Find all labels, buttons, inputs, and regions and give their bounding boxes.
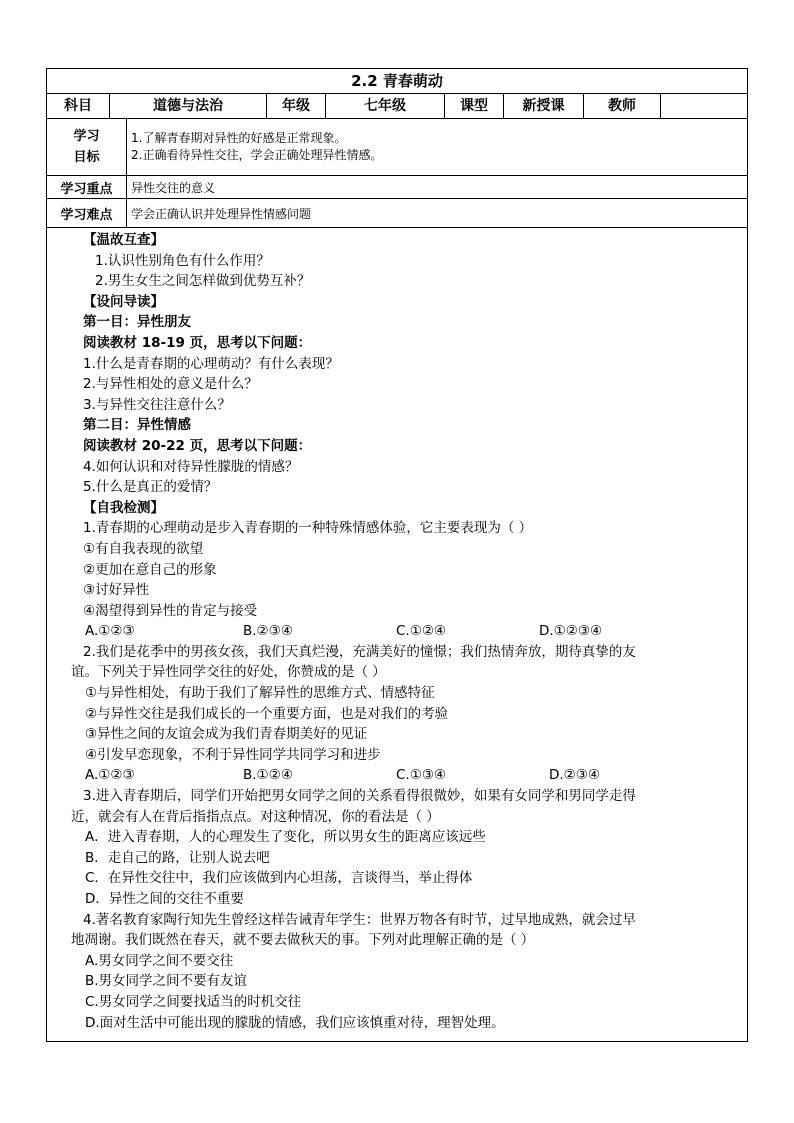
option-a: A.①②③ [85, 767, 135, 784]
option-b: B.①②④ [243, 767, 293, 784]
question-2-options [47, 765, 747, 786]
question-4-stem: 4.著名教育家陶行知先生曾经这样告诫青年学生：世界万物各有时节，过早地成熟，就会过早 [83, 911, 636, 928]
question-3-stem-cont: 近，就会有人在背后指指点点。对这种情况，你的看法是（ ） [71, 808, 440, 825]
goals-label-line-1: 学习 [73, 129, 100, 144]
goals-row [47, 119, 747, 176]
option-b: B.男女同学之间不要有友谊 [85, 973, 248, 990]
review-heading: 【温故互查】 [83, 232, 164, 248]
option-d: D．异性之间的交往不重要 [85, 891, 244, 907]
question-2-statement: ①与异性相处，有助于我们了解异性的思维方式、情感特征 [85, 685, 435, 702]
guide-question: 2.与异性相处的意义是什么？ [83, 376, 258, 393]
guide-part-1-title: 第一目：异性朋友 [83, 314, 191, 331]
type-value: 新授课 [504, 94, 584, 118]
option-c: C.①②④ [396, 623, 447, 640]
teacher-label: 教师 [584, 94, 661, 118]
key-point-text: 异性交往的意义 [131, 180, 216, 195]
option-c: C.①③④ [396, 767, 447, 784]
option-b: B．走自己的路，让别人说去吧 [85, 849, 270, 866]
question-2-statement: ③异性之间的友谊会成为我们青春期美好的见证 [85, 726, 368, 743]
guide-part-1-reading: 阅读教材 18-19 页，思考以下问题： [83, 334, 312, 351]
goals-content [127, 119, 747, 175]
question-1-options [47, 621, 747, 642]
question-2-stem: 2.我们是花季中的男孩女孩，我们天真烂漫，充满美好的憧憬；我们热情奔放，期待真挚的友 [83, 643, 636, 660]
option-d: D.②③④ [549, 767, 600, 784]
guide-question: 1.什么是青春期的心理萌动？有什么表现？ [83, 355, 339, 372]
lesson-plan-table [46, 68, 748, 1042]
question-1-statement: ④渴望得到异性的肯定与接受 [83, 602, 258, 619]
option-b: B.②③④ [243, 623, 293, 640]
question-1-statement: ③讨好异性 [83, 582, 150, 599]
guide-heading: 【设问导读】 [83, 293, 164, 310]
guide-question: 3.与异性交往注意什么？ [83, 396, 231, 413]
subject-value: 道德与法治 [110, 94, 267, 118]
option-c: C.男女同学之间要找适当的时机交往 [85, 993, 302, 1010]
guide-part-2-title: 第二目：异性情感 [83, 417, 191, 434]
option-a: A.男女同学之间不要交往 [85, 952, 234, 969]
goals-label [47, 119, 127, 175]
info-row [47, 94, 747, 119]
option-d: D.①②③④ [539, 623, 603, 640]
option-d: D.面对生活中可能出现的朦胧的情感，我们应该慎重对待，理智处理。 [85, 1014, 505, 1031]
question-2-statement: ④引发早恋现象，不利于异性同学共同学习和进步 [85, 746, 381, 763]
guide-question: 5.什么是真正的爱情？ [83, 479, 218, 496]
lesson-title: 2.2 青春萌动 [47, 69, 747, 94]
question-4-stem-cont: 地凋谢。我们既然在春天，就不要去做秋天的事。下列对此理解正确的是（ ） [71, 932, 535, 949]
review-question: 2.男生女生之间怎样做到优势互补？ [95, 273, 311, 290]
check-heading: 【自我检测】 [83, 499, 164, 516]
lesson-body [47, 228, 747, 1041]
guide-question: 4.如何认识和对待异性朦胧的情感？ [83, 458, 299, 475]
question-1-statement: ②更加在意自己的形象 [83, 561, 217, 578]
question-2-statement: ②与异性交往是我们成长的一个重要方面，也是对我们的考验 [85, 705, 449, 722]
teacher-value [661, 94, 747, 118]
grade-value: 七年级 [326, 94, 445, 118]
grade-label: 年级 [267, 94, 326, 118]
key-point-label: 学习重点 [47, 176, 127, 198]
type-label: 课型 [445, 94, 504, 118]
guide-part-2-reading: 阅读教材 20-22 页，思考以下问题： [83, 437, 312, 454]
subject-label: 科目 [47, 94, 110, 118]
goals-label-line-2: 目标 [73, 150, 100, 165]
option-a: A.①②③ [85, 623, 135, 640]
key-point-row [47, 176, 747, 199]
review-question: 1.认识性别角色有什么作用？ [95, 252, 270, 269]
difficulty-row [47, 199, 747, 228]
question-1-statement: ①有自我表现的欲望 [83, 540, 204, 557]
option-a: A．进入青春期，人的心理发生了变化，所以男女生的距离应该远些 [85, 829, 486, 846]
goal-item: 1.了解青春期对异性的好感是正常现象。 [131, 131, 347, 145]
difficulty-text: 学会正确认识并处理异性情感问题 [131, 206, 312, 221]
question-3-stem: 3.进入青春期后，同学们开始把男女同学之间的关系看得很微妙，如果有女同学和男同学走得 [83, 788, 636, 805]
goal-item: 2.正确看待异性交往，学会正确处理异性情感。 [131, 148, 383, 162]
difficulty-label: 学习难点 [47, 199, 127, 227]
question-1-stem: 1.青春期的心理萌动是步入青春期的一种特殊情感体验，它主要表现为（ ） [83, 520, 533, 537]
option-c: C．在异性交往中，我们应该做到内心坦荡，言谈得当，举止得体 [85, 870, 473, 887]
question-2-stem-cont: 谊。下列关于异性同学交往的好处，你赞成的是（ ） [71, 664, 386, 681]
